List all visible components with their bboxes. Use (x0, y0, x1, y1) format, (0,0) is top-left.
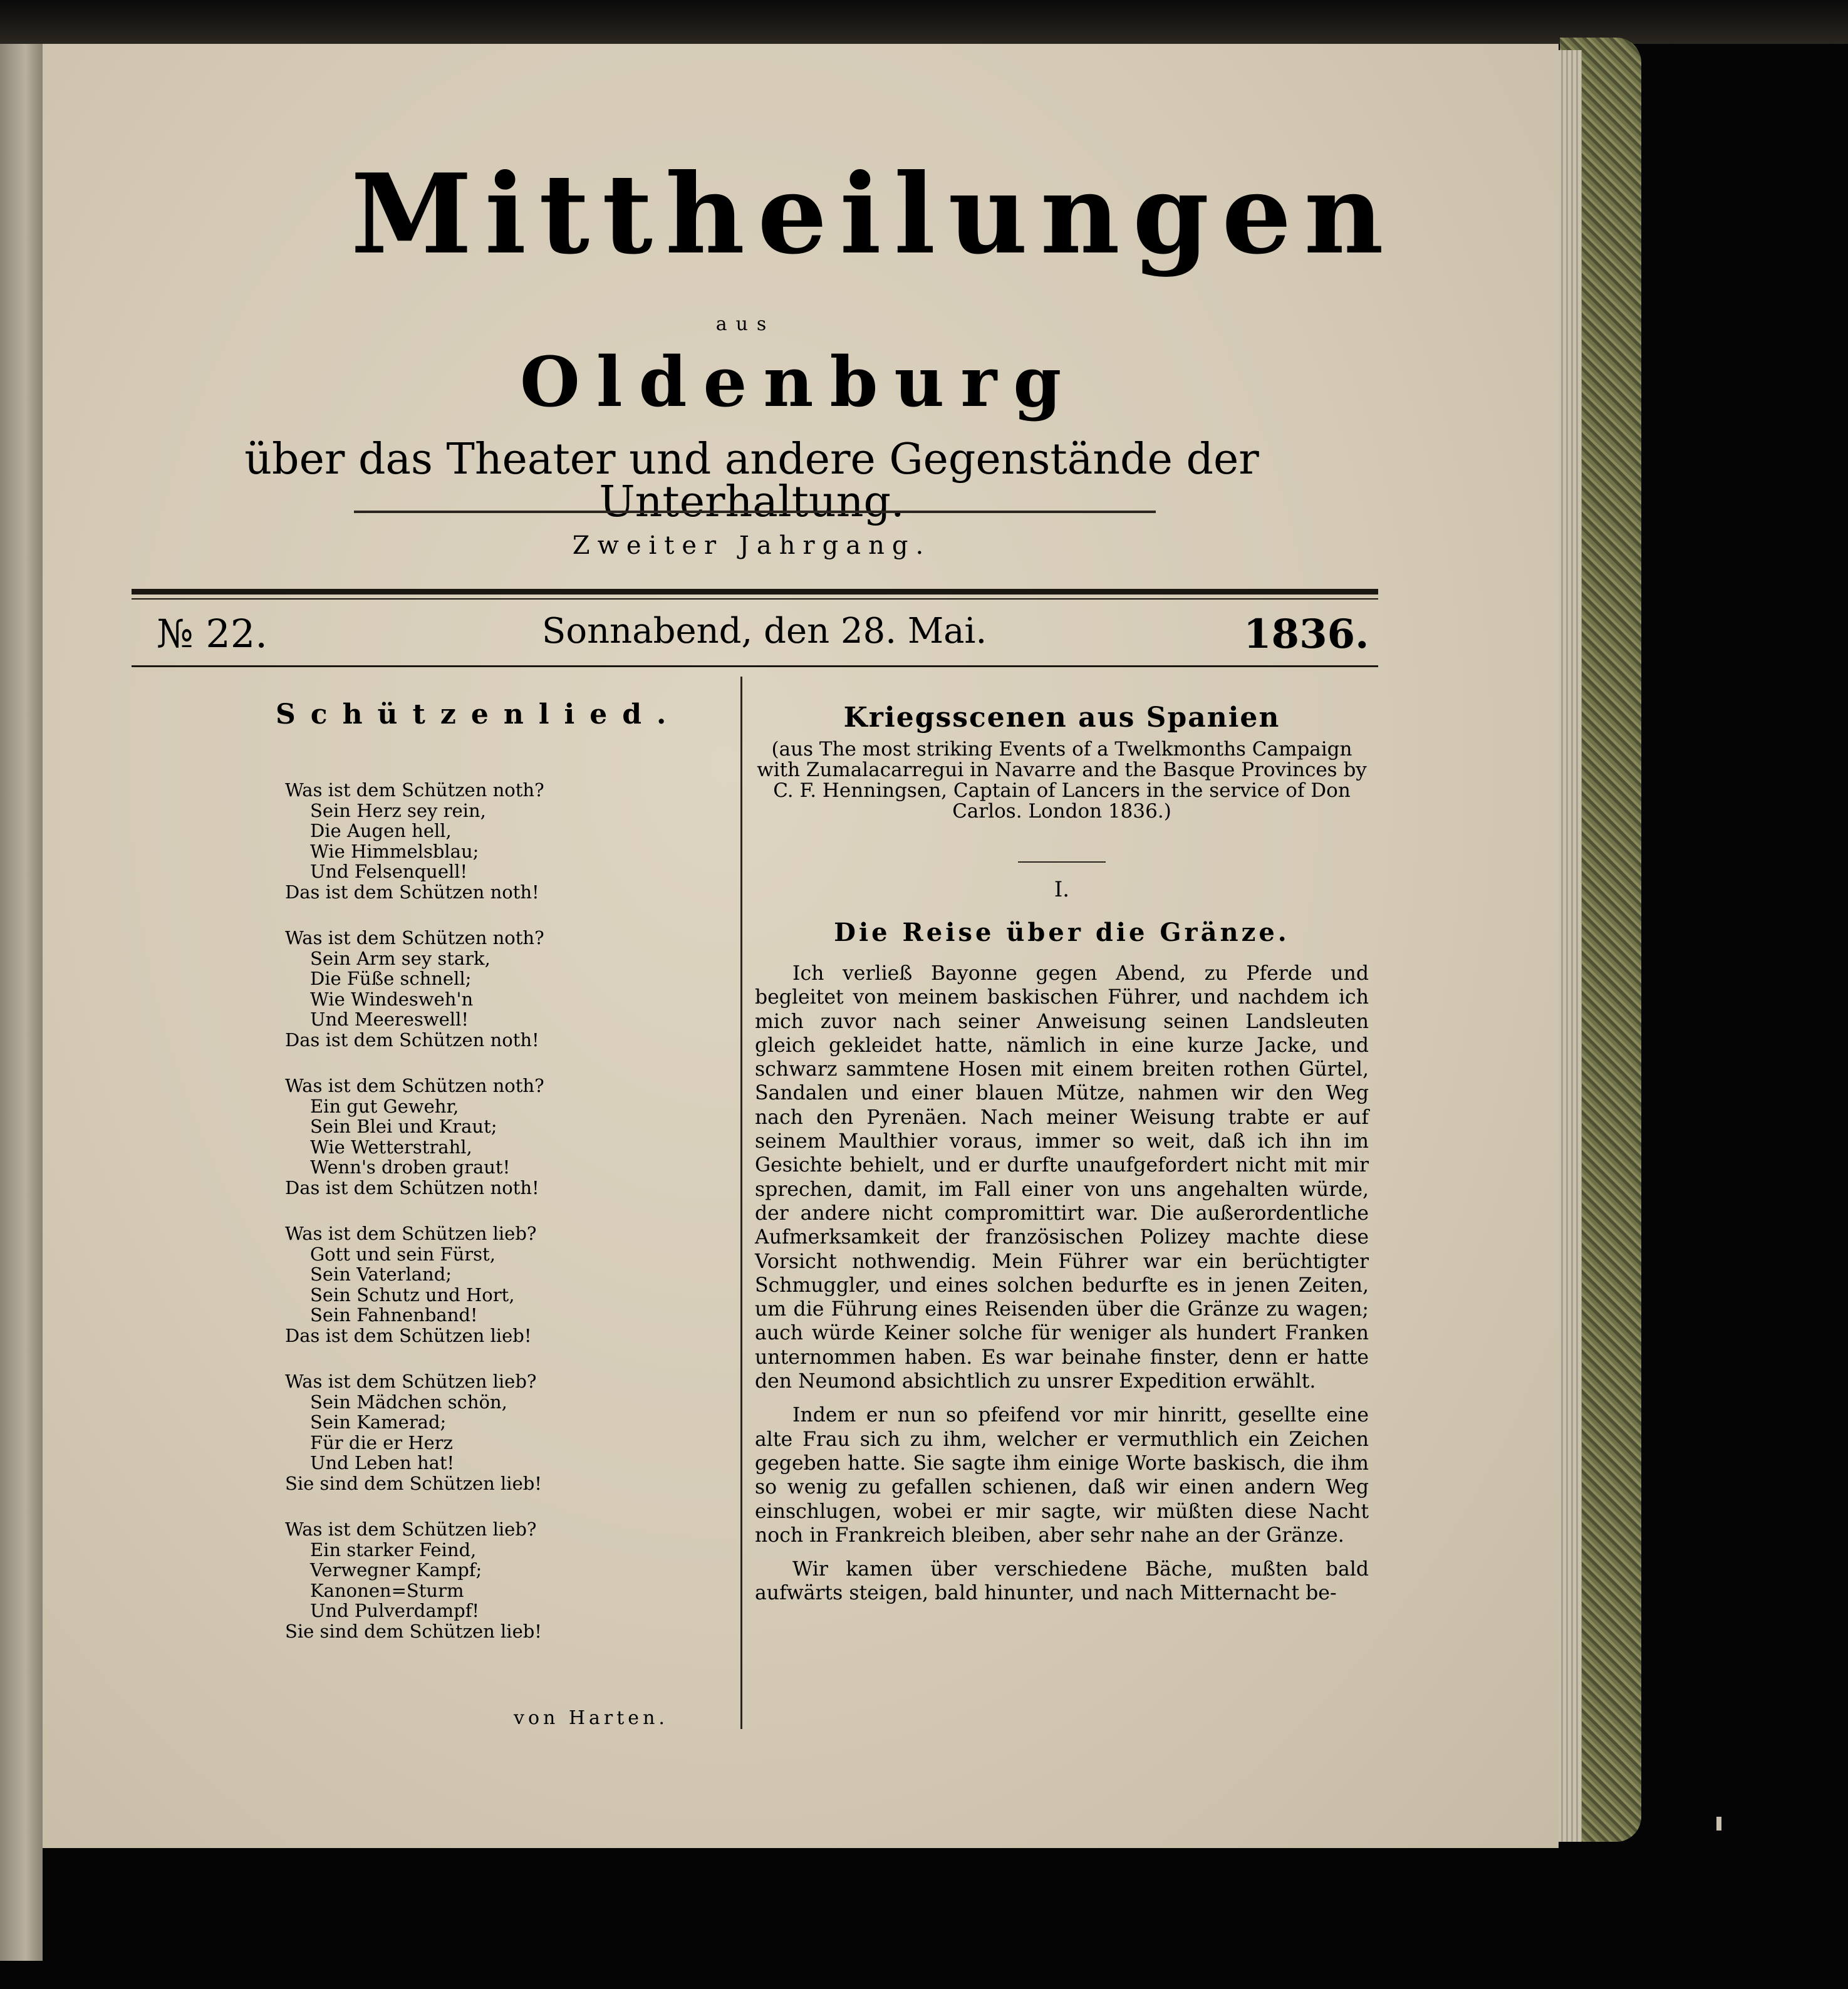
issue-year: 1836. (1243, 611, 1369, 658)
volume-line: Zweiter Jahrgang. (572, 531, 932, 560)
column-divider (740, 677, 742, 1729)
poem-line: Gott und sein Fürst, (310, 1243, 496, 1265)
poem-body (285, 780, 611, 1667)
article-body (755, 962, 1369, 1616)
article-paragraph: Wir kamen über verschiedene Bäche, mußten bald aufwärts steigen, bald hinunter, und nach Mitternacht be- (755, 1558, 1369, 1605)
article-paragraph: Ich verließ Bayonne gegen Abend, zu Pferde und begleitet von meinem baskischen Führer, und nachdem ich mich zuvor nach seiner Anweisung seinen Landsleuten gleich gekleidet hatte, nämlich in eine kurze Jacke, und schwarz sammtene Hosen mit einem breiten rothen Gürtel, Sandalen und einer blauen Mütze, nahmen wir den Weg nach den Pyrenäen. Nach meiner Weisung trabte er auf seinem Maulthier voraus, immer so weit, daß ich ihn im Gesichte behielt, und er durfte unaufgefordert nicht mit mir sprechen, damit, im Fall einer von uns angehalten würde, der andere nicht compromittirt war. Die außerordentliche Aufmerksamkeit der französischen Polizey machte diese Vorsicht nothwendig. Mein Führer war ein berüchtigter Schmuggler, und eines solchen bedurfte es in jenen Zeiten, um die Führung eines Reisenden über die Gränze zu wagen; auch würde Keiner solche für weniger als hundert Franken unternommen haben. Es war beinahe finster, denn er hatte den Neumond absichtlich zu unsrer Expedition erwählt. (755, 962, 1369, 1393)
poem-stanza (285, 1371, 611, 1493)
date-rule (132, 665, 1378, 667)
poem-line: Ein gut Gewehr, (310, 1095, 459, 1117)
masthead-title: Mittheilungen (351, 150, 1396, 279)
poem-line: Was ist dem Schützen noth? (285, 779, 544, 801)
page-mark (1716, 1817, 1721, 1831)
poem-line: Was ist dem Schützen lieb? (285, 1519, 537, 1540)
poem-title: Schützenlied. (276, 698, 682, 730)
poem-line: Sein Arm sey stark, (310, 947, 491, 969)
poem-line: Und Pulverdampf! (310, 1600, 480, 1621)
section-title: Die Reise über die Gränze. (834, 918, 1290, 947)
article-title: Kriegsscenen aus Spanien (843, 702, 1280, 734)
poem-line: Die Augen hell, (310, 820, 452, 841)
poem-author: von Harten. (514, 1707, 668, 1729)
poem-line: Was ist dem Schützen lieb? (285, 1371, 537, 1392)
masthead-aus: aus (715, 313, 776, 335)
issue-number: № 22. (157, 611, 267, 657)
header-rule-thick (132, 589, 1378, 595)
poem-line: Und Felsenquell! (310, 861, 468, 882)
poem-line: Und Meereswell! (310, 1009, 469, 1030)
poem-stanza (285, 928, 611, 1050)
poem-line: Und Leben hat! (310, 1452, 455, 1473)
poem-line: Was ist dem Schützen noth? (285, 1075, 544, 1096)
poem-stanza (285, 780, 611, 902)
poem-line: Wie Wetterstrahl, (310, 1136, 472, 1158)
poem-line: Sein Vaterland; (310, 1264, 452, 1285)
poem-line: Sein Kamerad; (310, 1411, 447, 1433)
masthead-rule (354, 511, 1156, 513)
poem-line: Wie Himmelsblau; (310, 840, 479, 862)
masthead-subtitle: über das Theater und andere Gegenstände der Unterhaltung. (244, 435, 1259, 527)
poem-line: Sein Fahnenband! (310, 1304, 478, 1326)
poem-line: Sein Herz sey rein, (310, 799, 486, 821)
issue-date: Sonnabend, den 28. Mai. (542, 611, 987, 652)
poem-line: Sein Mädchen schön, (310, 1391, 507, 1413)
poem-line: Das ist dem Schützen noth! (285, 1176, 539, 1198)
poem-line: Das ist dem Schützen noth! (285, 1029, 539, 1051)
article-paragraph: Indem er nun so pfeifend vor mir hinritt, gesellte eine alte Frau sich zu ihm, welcher er vermuthlich ein Zeichen gegeben hatte. Sie sagte ihm einige Worte baskisch, die ihm so wenig zu gefallen schienen, daß wir einen andern Weg einschlugen, wobei er mir sagte, wir müßten diese Nacht noch in Frankreich bleiben, aber sehr nahe an der Gränze. (755, 1404, 1369, 1547)
poem-line: Die Füße schnell; (310, 968, 472, 989)
poem-line: Sein Blei und Kraut; (310, 1116, 497, 1137)
poem-line: Das ist dem Schützen lieb! (285, 1324, 532, 1346)
facing-page-edge (0, 44, 43, 1961)
poem-line: Für die er Herz (310, 1431, 453, 1453)
poem-line: Sein Schutz und Hort, (310, 1284, 515, 1306)
header-rule-thin (132, 598, 1378, 600)
poem-line: Sie sind dem Schützen lieb! (285, 1472, 542, 1494)
poem-line: Was ist dem Schützen noth? (285, 927, 544, 948)
masthead-place: Oldenburg (520, 341, 1078, 422)
poem-line: Kanonen=Sturm (310, 1579, 464, 1601)
section-rule (1018, 861, 1106, 863)
poem-line: Verwegner Kampf; (310, 1559, 482, 1581)
poem-line: Ein starker Feind, (310, 1539, 477, 1561)
poem-stanza (285, 1223, 611, 1346)
poem-stanza (285, 1519, 611, 1641)
article-source: (aus The most striking Events of a Twelkmonths Campaign with Zumalacarregui in Navarre and the Basque Provinces by C. F. Henningsen, Captain of Lancers in the service of Don Carlos. London 1836.) (757, 738, 1367, 823)
poem-stanza (285, 1076, 611, 1198)
poem-line: Wie Windesweh'n (310, 988, 474, 1010)
poem-line: Was ist dem Schützen lieb? (285, 1223, 537, 1244)
poem-line: Sie sind dem Schützen lieb! (285, 1620, 542, 1642)
section-number: I. (1054, 877, 1070, 902)
poem-line: Das ist dem Schützen noth! (285, 881, 539, 903)
poem-line: Wenn's droben graut! (310, 1156, 511, 1178)
